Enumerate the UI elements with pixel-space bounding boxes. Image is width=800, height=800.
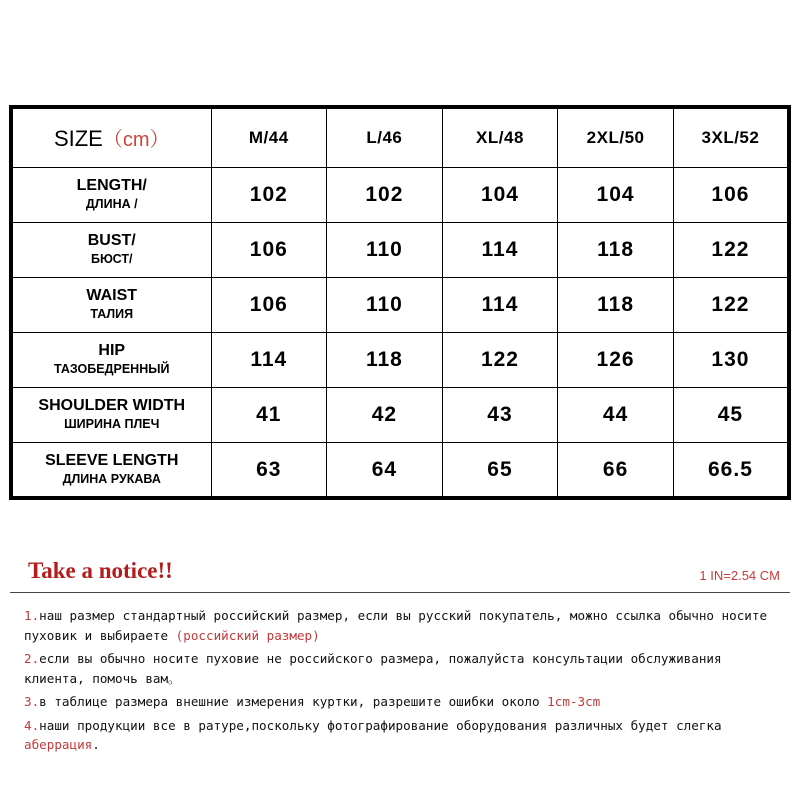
note-tail: .: [92, 737, 100, 752]
unit-conversion: 1 IN=2.54 CM: [699, 568, 780, 583]
measurement-name-en: SLEEVE LENGTH: [45, 451, 179, 469]
note-highlight: (российский размер): [175, 627, 320, 643]
measurement-value: 45: [673, 388, 789, 443]
measurement-label-cell: [11, 333, 211, 388]
note-number: 3.: [24, 694, 40, 709]
size-name: 2XL/50: [586, 127, 645, 147]
size-column-header: [211, 107, 327, 167]
size-name: M/44: [248, 127, 289, 147]
measurement-label-cell: [11, 222, 211, 277]
table-row: [11, 277, 789, 332]
measurement-value: 63: [211, 443, 327, 498]
measurement-value: 66.5: [673, 443, 789, 498]
measurement-value: 41: [211, 388, 327, 443]
measurement-value: 126: [558, 333, 674, 388]
measurement-value: 110: [327, 222, 443, 277]
measurement-name-ru: ШИРИНА ПЛЕЧ: [64, 417, 160, 432]
measurement-name-ru: ДЛИНА РУКАВА: [62, 471, 161, 486]
measurement-value: 42: [327, 388, 443, 443]
note-item: [24, 649, 784, 688]
measurement-value: 118: [558, 277, 674, 332]
measurement-value: 114: [442, 277, 558, 332]
size-header-cell: [11, 107, 211, 167]
size-chart-table: [9, 105, 791, 500]
size-column-header: [327, 107, 443, 167]
note-highlight: 1cm-3cm: [547, 694, 601, 709]
table-row: [11, 443, 789, 498]
measurement-value: 122: [442, 333, 558, 388]
measurement-name-en: BUST/: [87, 231, 136, 249]
measurement-name-ru: ТАЗОБЕДРЕННЫЙ: [54, 362, 170, 377]
note-item: [24, 716, 784, 755]
measurement-name-en: HIP: [98, 342, 126, 360]
note-text: наш размер стандартный российский размер, если вы русский покупатель, можно ссылка обычно носите пуховик и выбираете: [24, 608, 768, 643]
measurement-name-en: WAIST: [86, 286, 138, 304]
measurement-value: 106: [211, 222, 327, 277]
note-text: наши продукции все в ратуре,поскольку фотографирование оборудования различных будет слегка: [39, 717, 722, 733]
measurement-value: 122: [673, 277, 789, 332]
note-number: 4.: [24, 717, 40, 733]
note-number: 1.: [24, 608, 40, 623]
measurement-value: 106: [673, 167, 789, 222]
notes-list: [24, 606, 784, 759]
measurement-name-en: LENGTH/: [76, 176, 147, 194]
measurement-label-cell: [11, 388, 211, 443]
measurement-value: 114: [442, 222, 558, 277]
table-row: [11, 388, 789, 443]
size-label: SIZE: [53, 126, 103, 152]
divider: [10, 592, 790, 593]
measurement-value: 130: [673, 333, 789, 388]
size-name: L/46: [366, 127, 403, 147]
notice-title: Take a notice!!: [28, 558, 173, 583]
table-row: [11, 333, 789, 388]
table-header-row: [11, 107, 789, 167]
measurement-value: 102: [327, 167, 443, 222]
measurement-label-cell: [11, 277, 211, 332]
table-row: [11, 222, 789, 277]
measurement-value: 114: [211, 333, 327, 388]
note-item: [24, 606, 784, 645]
measurement-value: 118: [327, 333, 443, 388]
measurement-value: 104: [442, 167, 558, 222]
note-highlight: аберрация: [24, 737, 93, 752]
measurement-label-cell: [11, 443, 211, 498]
note-number: 2.: [24, 651, 40, 666]
measurement-value: 66: [558, 443, 674, 498]
measurement-name-ru: ДЛИНА /: [85, 196, 138, 211]
measurement-value: 64: [327, 443, 443, 498]
measurement-value: 43: [442, 388, 558, 443]
measurement-value: 104: [558, 167, 674, 222]
note-text: если вы обычно носите пуховие не российского размера, пожалуйста консультации обслуживания клиента, помочь вам。: [24, 651, 722, 686]
size-name: XL/48: [476, 127, 524, 147]
size-unit: （cm）: [102, 129, 170, 152]
measurement-value: 110: [327, 277, 443, 332]
measurement-name-ru: БЮСТ/: [90, 251, 133, 266]
size-column-header: [442, 107, 558, 167]
size-column-header: [673, 107, 789, 167]
table-row: [11, 167, 789, 222]
measurement-value: 122: [673, 222, 789, 277]
measurement-name-en: SHOULDER WIDTH: [38, 397, 186, 415]
measurement-value: 65: [442, 443, 558, 498]
measurement-value: 118: [558, 222, 674, 277]
note-item: [24, 692, 784, 712]
size-name: 3XL/52: [701, 127, 760, 147]
measurement-value: 44: [558, 388, 674, 443]
measurement-label-cell: [11, 167, 211, 222]
size-column-header: [558, 107, 674, 167]
note-text: в таблице размера внешние измерения куртки, разрешите ошибки около: [39, 694, 548, 709]
measurement-value: 106: [211, 277, 327, 332]
measurement-name-ru: ТАЛИЯ: [90, 306, 134, 321]
measurement-value: 102: [211, 167, 327, 222]
